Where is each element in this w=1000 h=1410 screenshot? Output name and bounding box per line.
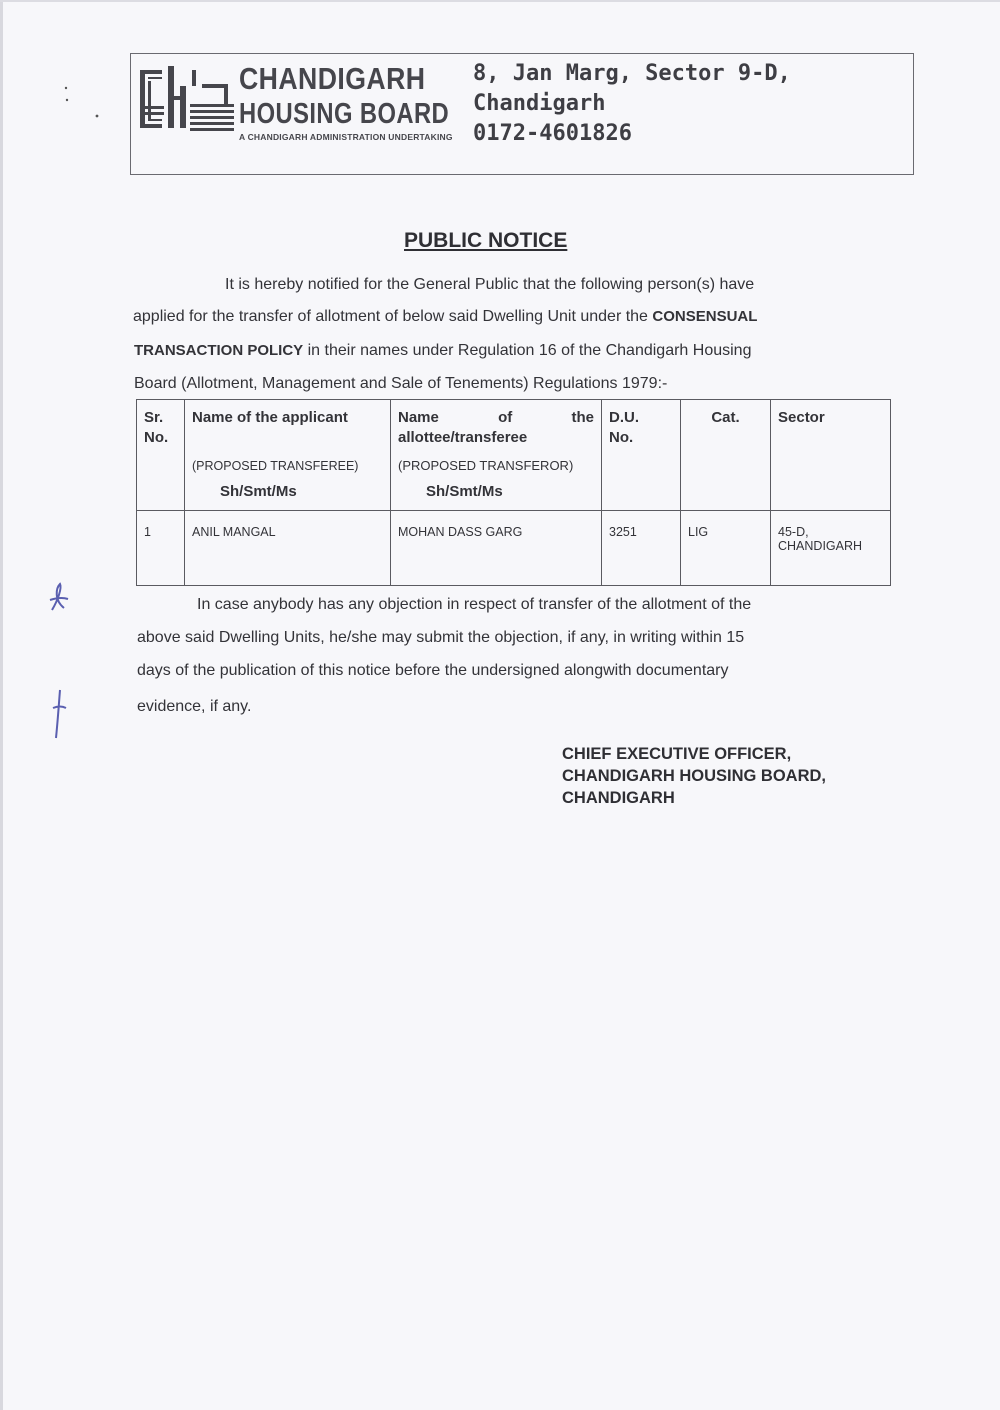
address-line1: 8, Jan Marg, Sector 9-D,: [473, 61, 791, 86]
header-cat: Cat.: [681, 400, 771, 511]
handwritten-initial-icon: [44, 580, 74, 616]
handwritten-mark-icon: [50, 688, 70, 740]
header-allottee-sub: (PROPOSED TRANSFEROR): [398, 458, 574, 473]
header-applicant-label: Name of the applicant: [192, 409, 348, 426]
page-edge-top: [0, 0, 1000, 2]
cell-cat: LIG: [681, 511, 771, 586]
header-allottee-line1: [398, 408, 594, 428]
header-applicant-tail: Sh/Smt/Ms: [220, 483, 297, 500]
chb-logo-icon: [140, 66, 234, 132]
signatory-org: CHANDIGARH HOUSING BOARD,: [562, 767, 826, 785]
header-sr-line1: Sr.: [144, 409, 164, 426]
cell-sector: [771, 511, 891, 586]
page-edge: [0, 0, 3, 1410]
header-du-no: [602, 400, 681, 511]
header-sr-no: [137, 400, 185, 511]
phone-number: 0172-4601826: [473, 121, 632, 146]
header-applicant: [185, 400, 391, 511]
header-sr-line2: No.: [144, 429, 169, 446]
header-allottee-word3: the: [571, 409, 594, 426]
cell-sector-line1: 45-D,: [778, 525, 809, 539]
scan-specks-icon: [60, 84, 102, 120]
signature-block: [562, 743, 826, 809]
org-name-line2: HOUSING BOARD: [239, 98, 450, 130]
header-du-line2: No.: [609, 429, 634, 446]
cell-applicant: ANIL MANGAL: [185, 511, 391, 586]
org-name-line1: CHANDIGARH: [239, 61, 426, 96]
closing-line3: days of the publication of this notice before the undersigned alongwith documentary: [137, 662, 729, 679]
cell-sr: 1: [137, 511, 185, 586]
closing-line1: In case anybody has any objection in respect of transfer of the allotment of the: [197, 596, 752, 613]
header-allottee-tail: Sh/Smt/Ms: [426, 483, 503, 500]
intro-line2: [133, 308, 757, 326]
intro-line1: It is hereby notified for the General Public that the following person(s) have: [225, 276, 755, 293]
org-tagline: A CHANDIGARH ADMINISTRATION UNDERTAKING: [239, 132, 453, 142]
cell-du-no: 3251: [602, 511, 681, 586]
policy-name-part2: TRANSACTION POLICY: [134, 342, 304, 359]
table-row: [137, 511, 891, 586]
letterhead: [130, 53, 914, 175]
header-allottee-line2: allottee/transferee: [398, 429, 528, 446]
header-allottee: [391, 400, 602, 511]
intro-line3-text: in their names under Regulation 16 of the Chandigarh Housing: [307, 342, 752, 359]
transfer-table: [136, 399, 891, 586]
intro-line2-text: applied for the transfer of allotment of below said Dwelling Unit under the: [133, 308, 648, 325]
closing-line2: above said Dwelling Units, he/she may submit the objection, if any, in writing within 15: [137, 629, 745, 646]
intro-line3: [134, 342, 751, 360]
header-sector: Sector: [771, 400, 891, 511]
signatory-city: CHANDIGARH: [562, 789, 675, 807]
signatory-title: CHIEF EXECUTIVE OFFICER,: [562, 745, 792, 763]
table-header-row: [137, 400, 891, 511]
intro-line4: Board (Allotment, Management and Sale of Tenements) Regulations 1979:-: [134, 375, 668, 392]
address-line2: Chandigarh: [473, 91, 606, 116]
header-du-line1: D.U.: [609, 409, 639, 426]
header-applicant-sub: (PROPOSED TRANSFEREE): [192, 459, 359, 473]
header-allottee-word2: of: [498, 409, 513, 426]
policy-name-part1: CONSENSUAL: [652, 308, 758, 325]
address-block: [473, 59, 791, 149]
header-allottee-word1: Name: [398, 409, 439, 426]
cell-sector-line2: CHANDIGARH: [778, 539, 863, 553]
notice-title: PUBLIC NOTICE: [404, 229, 568, 252]
closing-line4: evidence, if any.: [137, 698, 252, 715]
cell-allottee: MOHAN DASS GARG: [391, 511, 602, 586]
